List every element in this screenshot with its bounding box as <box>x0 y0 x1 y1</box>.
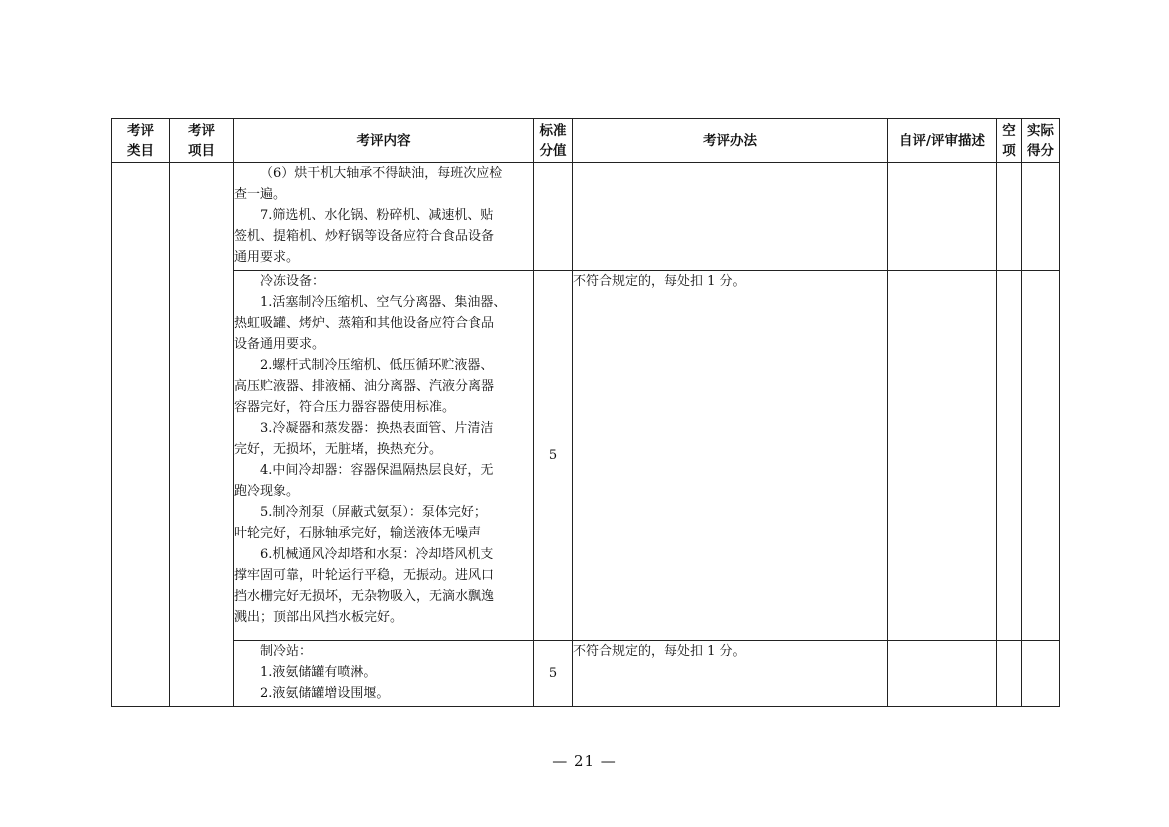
content-line: 通用要求。 <box>234 250 300 265</box>
method-cell <box>573 163 888 271</box>
score-cell: 5 <box>534 641 573 707</box>
table-header-row <box>112 119 1060 163</box>
content-line: 跑冷现象。 <box>234 484 300 499</box>
content-cell <box>234 271 534 641</box>
actual-score-cell <box>1022 163 1060 271</box>
header-category: 考评 类目 <box>112 119 170 163</box>
header-item: 考评 项目 <box>170 119 234 163</box>
content-line: 冷冻设备： <box>260 274 326 289</box>
header-actual-score: 实际 得分 <box>1022 119 1060 163</box>
content-line: 热虹吸罐、烤炉、蒸箱和其他设备应符合食品 <box>234 316 495 331</box>
content-line: （6）烘干机大轴承不得缺油，每班次应检 <box>260 166 503 181</box>
content-line: 7.筛选机、水化锅、粉碎机、减速机、贴 <box>260 208 494 223</box>
content-cell <box>234 641 534 707</box>
content-line: 3.冷凝器和蒸发器：换热表面管、片清洁 <box>260 421 494 436</box>
table-row <box>112 641 1060 707</box>
self-review-cell <box>888 163 997 271</box>
item-cell <box>170 163 234 707</box>
content-line: 签机、提箱机、炒籽锅等设备应符合食品设备 <box>234 229 495 244</box>
header-score: 标准 分值 <box>534 119 573 163</box>
content-line: 2.螺杆式制冷压缩机、低压循环贮液器、 <box>260 358 494 373</box>
evaluation-table <box>111 118 1060 707</box>
content-line: 1.活塞制冷压缩机、空气分离器、集油器、 <box>260 295 507 310</box>
blank-cell <box>997 641 1022 707</box>
content-line: 完好，无损坏，无脏堵，换热充分。 <box>234 442 443 457</box>
category-cell <box>112 163 170 707</box>
method-cell: 不符合规定的，每处扣 1 分。 <box>573 271 888 641</box>
score-cell: 5 <box>534 271 573 641</box>
content-line: 6.机械通风冷却塔和水泵：冷却塔风机支 <box>260 547 494 562</box>
table-row <box>112 163 1060 271</box>
content-line: 叶轮完好，石脉轴承完好，输送液体无噪声 <box>234 526 482 541</box>
self-review-cell <box>888 641 997 707</box>
content-line: 设备通用要求。 <box>234 337 326 352</box>
header-content: 考评内容 <box>234 119 534 163</box>
actual-score-cell <box>1022 271 1060 641</box>
method-cell: 不符合规定的，每处扣 1 分。 <box>573 641 888 707</box>
content-line: 5.制冷剂泵（屏蔽式氨泵）：泵体完好； <box>260 505 487 520</box>
content-line: 1.液氨储罐有喷淋。 <box>260 665 377 680</box>
content-line: 查一遍。 <box>234 187 287 202</box>
header-self-review: 自评/评审描述 <box>888 119 997 163</box>
actual-score-cell <box>1022 641 1060 707</box>
content-line: 2.液氨储罐增设围堰。 <box>260 686 390 701</box>
header-method: 考评办法 <box>573 119 888 163</box>
table-row <box>112 271 1060 641</box>
content-line: 制冷站： <box>260 644 313 659</box>
content-line: 挡水栅完好无损坏，无杂物吸入，无滴水飘逸 <box>234 589 495 604</box>
blank-cell <box>997 271 1022 641</box>
score-cell <box>534 163 573 271</box>
self-review-cell <box>888 271 997 641</box>
page-number: — 21 — <box>552 752 617 770</box>
content-line: 撑牢固可靠，叶轮运行平稳，无振动。进风口 <box>234 568 495 583</box>
content-line: 溅出；顶部出风挡水板完好。 <box>234 610 404 625</box>
content-cell <box>234 163 534 271</box>
content-line: 4.中间冷却器：容器保温隔热层良好，无 <box>260 463 494 478</box>
header-blank: 空 项 <box>997 119 1022 163</box>
content-line: 容器完好，符合压力器容器使用标准。 <box>234 400 456 415</box>
content-line: 高压贮液器、排液桶、油分离器、汽液分离器 <box>234 379 495 394</box>
blank-cell <box>997 163 1022 271</box>
